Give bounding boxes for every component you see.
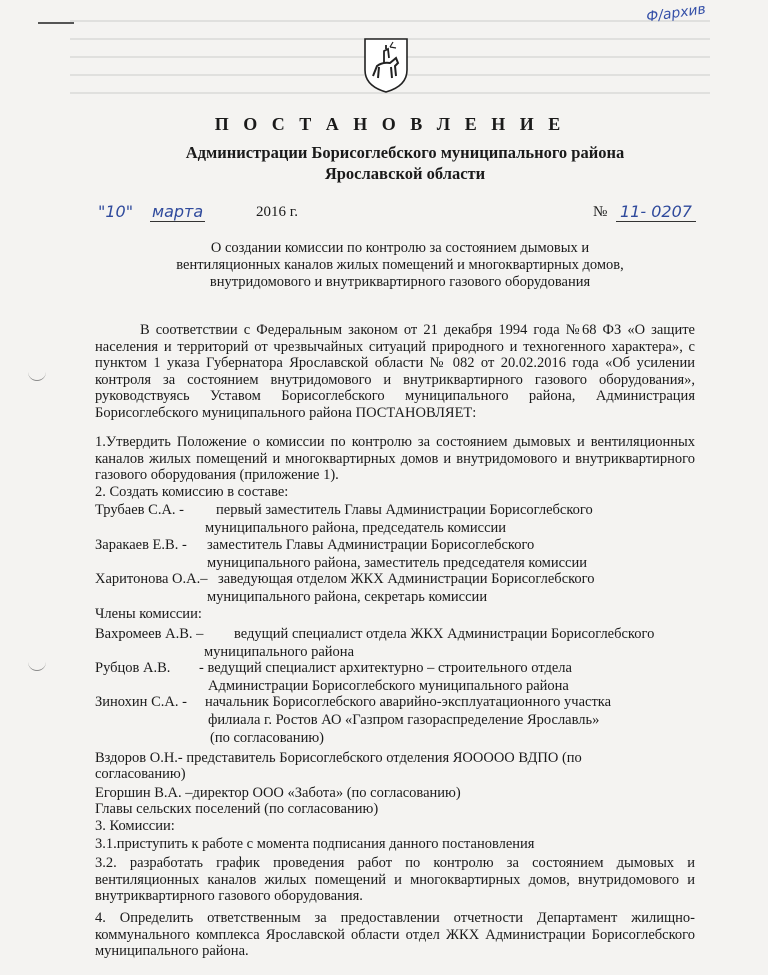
organization-line: Ярославской области	[324, 164, 486, 183]
document-title: П О С Т А Н О В Л Е Н И Е	[214, 114, 566, 134]
year-prefix: 201	[256, 204, 279, 220]
member-role-line: муниципального района	[204, 644, 354, 660]
organization-line: Администрации Борисоглебского муниципального района	[185, 143, 625, 162]
text-line: Егоршин В.А. –директор ООО «Забота» (по согласованию)	[95, 785, 461, 801]
member-role-line: муниципального района, заместитель председателя комиссии	[207, 555, 588, 571]
member-role-line: - ведущий специалист архитектурно – строительного отдела	[199, 660, 572, 676]
member-name: Вахромеев А.В. –	[95, 626, 204, 642]
date-day: "10"	[98, 202, 134, 221]
member-name: Трубаев С.А. -	[95, 502, 184, 518]
member-role-line: заведующая отделом ЖКХ Администрации Борисоглебского	[218, 571, 595, 587]
year-suffix: 6 г.	[278, 204, 298, 220]
item-3: 3. Комиссии:	[95, 818, 175, 834]
text-line: согласованию)	[95, 766, 186, 782]
handwritten-corner-note: Ф/архив	[645, 1, 707, 26]
member-name: Харитонова О.А.–	[95, 571, 208, 587]
item-1: 1.Утвердить Положение о комиссии по контролю за состоянием дымовых и вентиляционных каналов жилых помещений и многоквартирных домов и внутридомового и внутриквартирного газового оборудования (приложение 1).	[95, 434, 695, 483]
date-year	[256, 204, 298, 221]
punch-hole-mark	[28, 370, 46, 381]
member-role-line: заместитель Главы Администрации Борисоглебского	[207, 537, 535, 553]
document-number: 11- 0207	[616, 202, 696, 222]
member-name: Заракаев Е.В. -	[95, 537, 187, 553]
member-name: Зинохин С.А. -	[95, 694, 187, 710]
member-role-line: Администрации Борисоглебского муниципального района	[208, 678, 569, 694]
coat-of-arms-emblem	[362, 36, 410, 94]
member-role-line: филиала г. Ростов АО «Газпром газораспределение Ярославль»	[208, 712, 600, 728]
member-role-line: начальник Борисоглебского аварийно-эксплуатационного участка	[205, 694, 612, 710]
text-line: Вздоров О.Н.- представитель Борисоглебского отделения ЯООООО ВДПО (по	[95, 750, 582, 766]
member-role-line: муниципального района, секретарь комиссии	[207, 589, 488, 605]
members-label: Члены комиссии:	[95, 606, 202, 622]
member-role-line: первый заместитель Главы Администрации Борисоглебского	[216, 502, 593, 518]
item-4: 4. Определить ответственным за предоставлении отчетности Департамент жилищно-коммунального комплекса Ярославской области отдел ЖКХ Администрации Борисоглебского муниципального района.	[95, 910, 695, 959]
item-3-2: 3.2. разработать график проведения работ по контролю за состоянием дымовых и вентиляционных каналов жилых помещений и многоквартирных домов, внутридомового и внутриквартирного газового оборудования.	[95, 855, 695, 904]
item-2: 2. Создать комиссию в составе:	[95, 484, 289, 500]
preamble-paragraph: В соответствии с Федеральным законом от 21 декабря 1994 года №68 ФЗ «О защите населения и территорий от чрезвычайных ситуаций природного и техногенного характера», с пунктом 1 указа Губернатора Ярославской области № 082 от 20.02.2016 года «Об усилении контроля за состоянием внутридомового и внутриквартирного газового оборудования», руководствуясь Уставом Борисоглебского муниципального района, Администрация Борисоглебского муниципального района ПОСТАНОВЛЯЕТ:	[95, 322, 695, 421]
date-month: марта	[152, 202, 204, 221]
issuing-organization	[95, 142, 715, 184]
number-label: №	[593, 204, 608, 220]
margin-dash-mark	[38, 22, 74, 24]
text-line: Главы сельских поселений (по согласованию)	[95, 801, 379, 817]
member-name: Рубцов А.В.	[95, 660, 171, 676]
member-role-line: (по согласованию)	[210, 730, 324, 746]
document-subject: О создании комиссии по контролю за состоянием дымовых и вентиляционных каналов жилых помещений и многоквартирных домов, внутридомового и внутриквартирного газового оборудования	[176, 240, 624, 290]
member-role-line: ведущий специалист отдела ЖКХ Администрации Борисоглебского	[234, 626, 655, 642]
item-3-1: 3.1.приступить к работе с момента подписания данного постановления	[95, 836, 535, 852]
punch-hole-mark	[28, 660, 46, 671]
member-role-line: муниципального района, председатель комиссии	[205, 520, 507, 536]
